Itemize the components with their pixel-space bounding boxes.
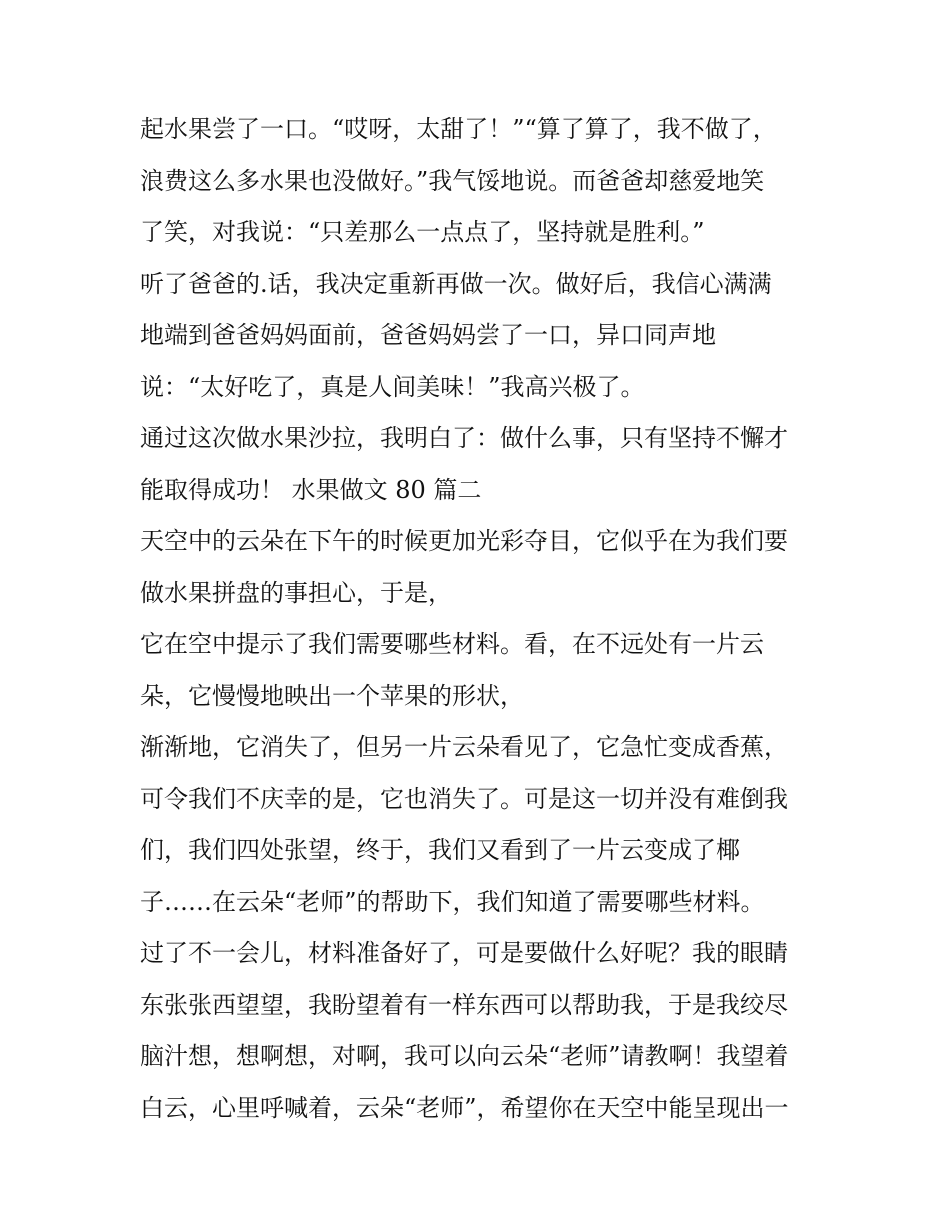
text-line: 它在空中提示了我们需要哪些材料。看，在不远处有一片云: [140, 630, 764, 658]
text-line: 东张张西望望，我盼望着有一样东西可以帮助我，于是我绞尽: [140, 990, 788, 1019]
text-line: 渐渐地，它消失了，但另一片云朵看见了，它急忙变成香蕉，: [140, 733, 788, 761]
body-text: [140, 107, 830, 1137]
text-line: 听了爸爸的.话，我决定重新再做一次。做好后，我信心满满: [140, 269, 772, 298]
text-line: 可令我们不庆幸的是，它也消失了。可是这一切并没有难倒我: [140, 784, 788, 813]
text-line: 能取得成功！ 水果做文 80 篇二: [140, 475, 482, 504]
text-line: 天空中的云朵在下午的时候更加光彩夺目，它似乎在为我们要: [140, 527, 788, 555]
text-line: 们，我们四处张望，终于，我们又看到了一片云变成了椰: [140, 836, 740, 864]
text-line: 通过这次做水果沙拉，我明白了：做什么事，只有坚持不懈才: [140, 424, 788, 452]
text-line: 白云，心里呼喊着，云朵“老师”，希望你在天空中能呈现出一: [140, 1093, 789, 1122]
text-line: 起水果尝了一口。“哎呀，太甜了！”“算了算了，我不做了，: [140, 115, 777, 143]
text-line: 子……在云朵“老师”的帮助下，我们知道了需要哪些材料。: [140, 887, 765, 916]
text-line: 朵，它慢慢地映出一个苹果的形状，: [140, 681, 524, 710]
text-line: 过了不一会儿，材料准备好了，可是要做什么好呢？我的眼睛: [140, 939, 788, 967]
text-line: 浪费这么多水果也没做好。”我气馁地说。而爸爸却慈爱地笑: [140, 166, 765, 195]
text-line: 脑汁想，想啊想，对啊，我可以向云朵“老师”请教啊！我望着: [140, 1042, 789, 1070]
text-line: 做水果拼盘的事担心，于是，: [140, 578, 452, 607]
text-line: 说：“太好吃了，真是人间美味！”我高兴极了。: [140, 372, 645, 401]
text-line: 了笑，对我说：“只差那么一点点了，坚持就是胜利。”: [140, 218, 705, 246]
text-line: 地端到爸爸妈妈面前，爸爸妈妈尝了一口，异口同声地: [140, 321, 716, 349]
